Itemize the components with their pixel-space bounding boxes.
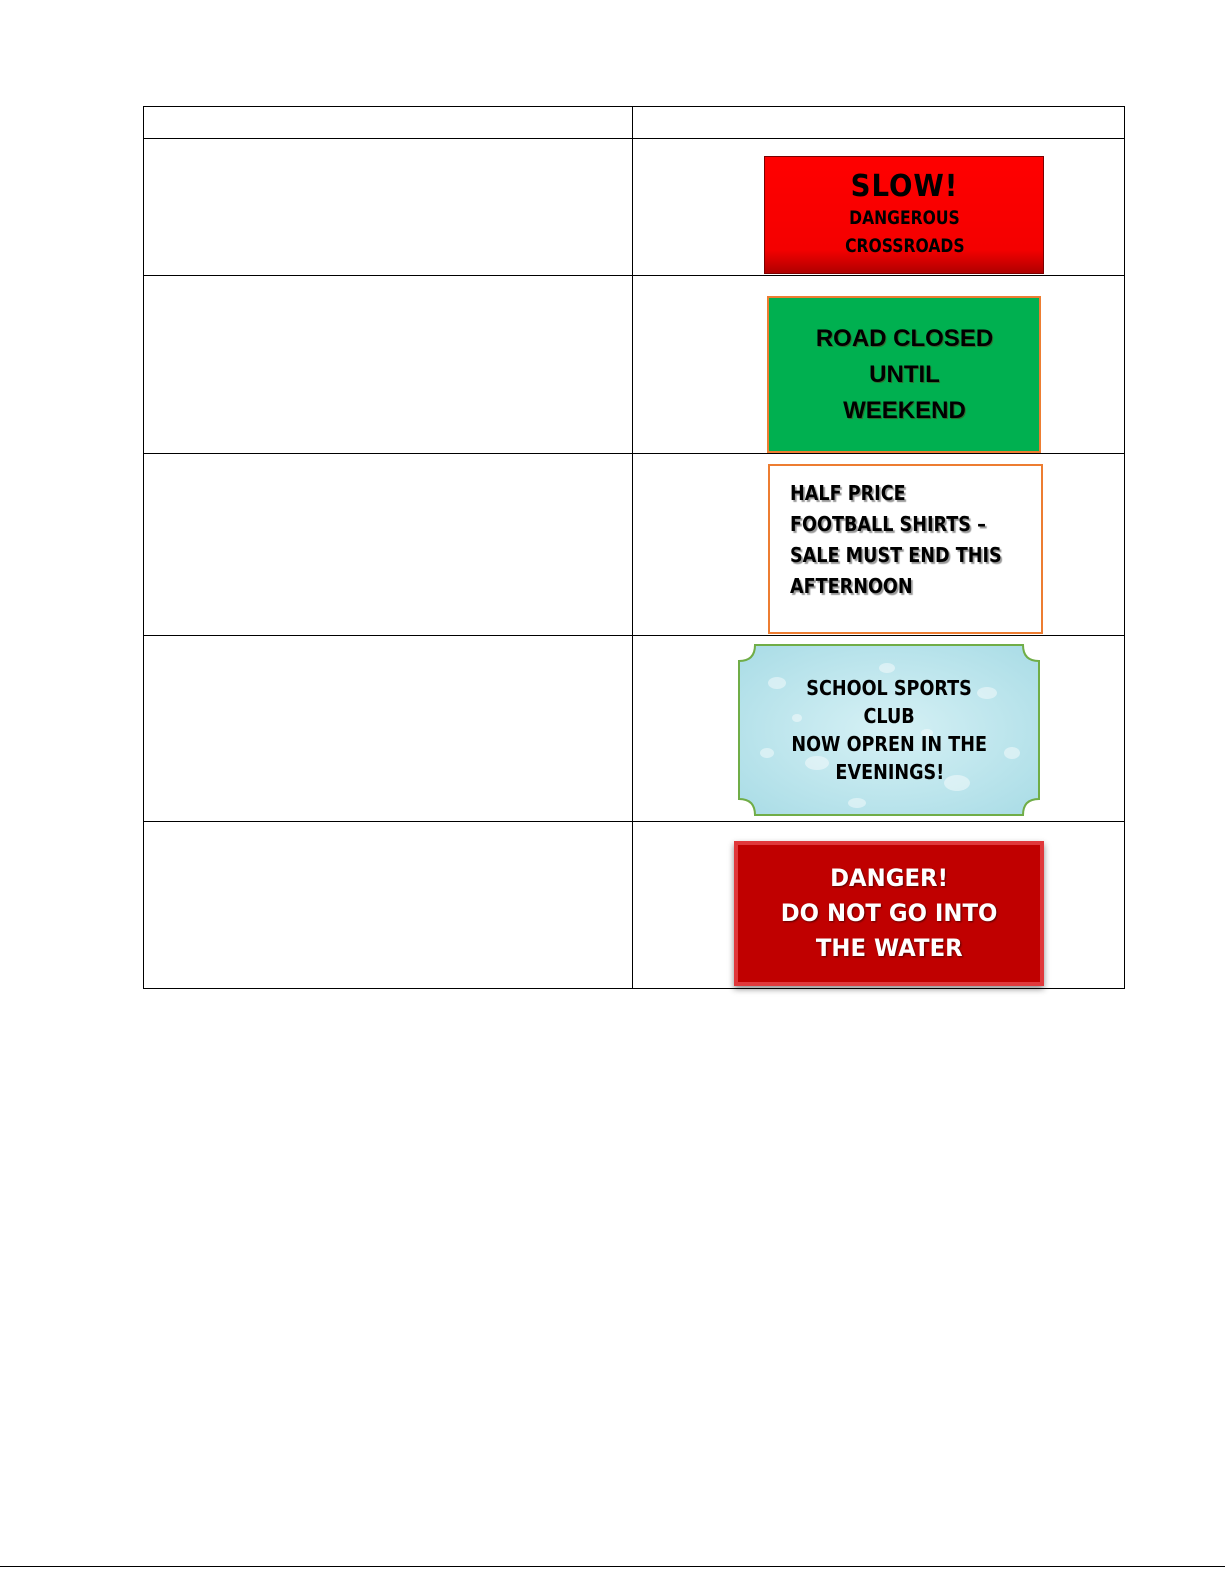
- sign-half-price: [768, 464, 1043, 634]
- sign-line: SLOW!: [850, 169, 959, 204]
- table-row: [144, 822, 1125, 989]
- sign-cell: [633, 139, 1125, 276]
- sign-line: FOOTBALL SHIRTS –: [790, 512, 987, 536]
- sign-line: ROAD CLOSED: [815, 324, 994, 352]
- header-cell-left: [144, 107, 633, 139]
- answer-cell: [144, 636, 633, 822]
- sign-cell: [633, 454, 1125, 636]
- page-footer-rule: [0, 1566, 1225, 1567]
- sign-line: CLUB: [863, 704, 916, 728]
- sign-line: HALF PRICE: [790, 481, 907, 505]
- sign-line: DO NOT GO INTO: [781, 899, 998, 927]
- answer-cell: [144, 139, 633, 276]
- sign-line: NOW OPREN IN THE: [791, 732, 988, 756]
- sign-line: CROSSROADS: [844, 235, 965, 257]
- sign-line: DANGER!: [830, 864, 949, 892]
- sign-line: AFTERNOON: [790, 574, 914, 598]
- answer-cell: [144, 276, 633, 454]
- sign-line: EVENINGS!: [835, 760, 944, 784]
- table-row: [144, 454, 1125, 636]
- sign-road-closed: [767, 296, 1041, 453]
- sign-school-sports-club: [737, 643, 1041, 817]
- header-cell-right: [633, 107, 1125, 139]
- sign-cell: [633, 276, 1125, 454]
- answer-cell: [144, 822, 633, 989]
- signs-table: [143, 106, 1125, 989]
- answer-cell: [144, 454, 633, 636]
- table-row: [144, 139, 1125, 276]
- sign-danger-water: [734, 841, 1044, 986]
- table-row: [144, 636, 1125, 822]
- table-header-row: [144, 107, 1125, 139]
- sign-line: DANGEROUS: [849, 207, 960, 229]
- sign-line: WEEKEND: [843, 396, 966, 424]
- sign-line: UNTIL: [869, 360, 940, 388]
- sign-line: THE WATER: [816, 934, 963, 962]
- sign-slow-crossroads: [764, 156, 1044, 274]
- sign-line: SCHOOL SPORTS: [806, 676, 973, 700]
- sign-cell: [633, 822, 1125, 989]
- sign-cell: [633, 636, 1125, 822]
- sign-line: SALE MUST END THIS: [790, 543, 1003, 567]
- table-row: [144, 276, 1125, 454]
